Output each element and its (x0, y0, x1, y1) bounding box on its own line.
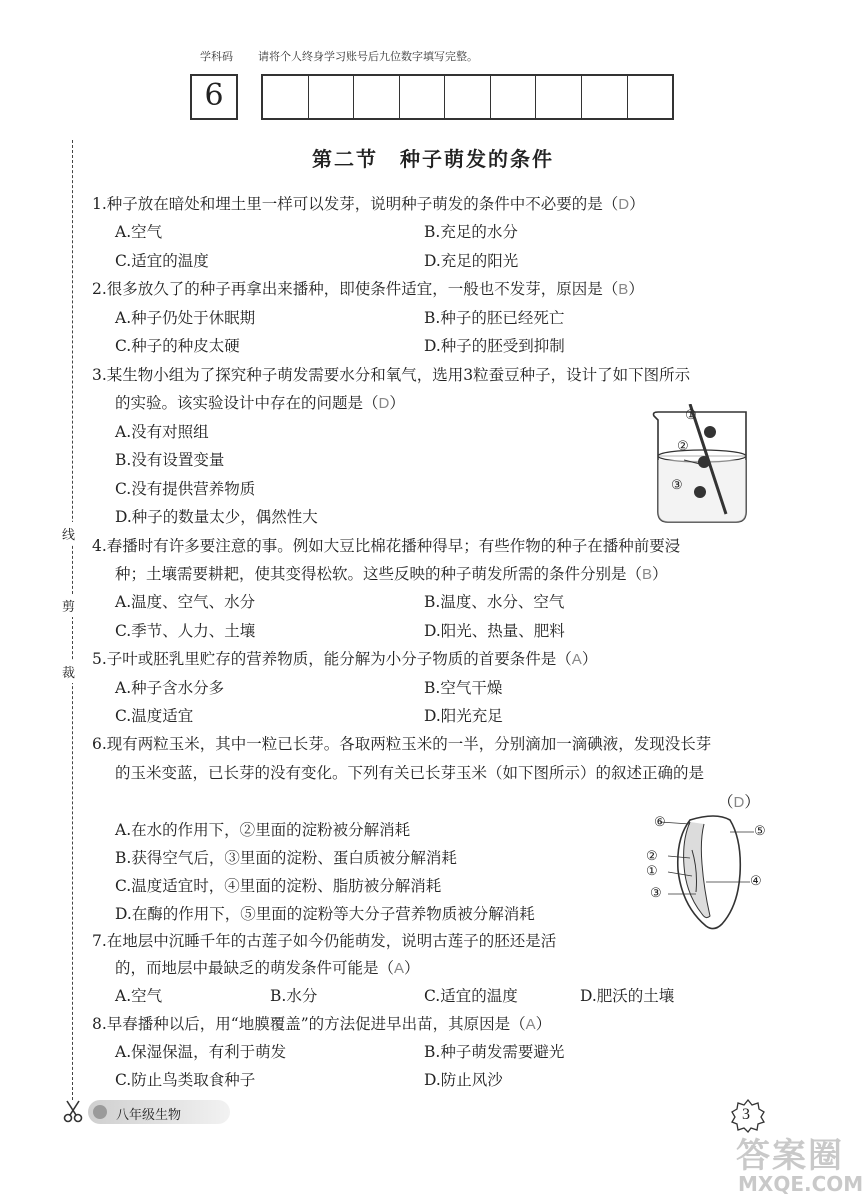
seed-label-4: ④ (750, 874, 762, 889)
question-7-stem-line1: 7.在地层中沉睡千年的古莲子如今仍能萌发，说明古莲子的胚还是活 (92, 932, 557, 950)
option-3d: D.种子的数量太少，偶然性大 (115, 508, 318, 526)
seed-label-5: ⑤ (754, 824, 766, 839)
question-2-stem: 2.很多放久了的种子再拿出来播种，即使条件适宜，一般也不发芽，原因是（B） (92, 280, 644, 298)
answer-1: D (618, 196, 630, 213)
option-8a: A.保湿保温，有利于萌发 (115, 1043, 287, 1061)
option-5c: C.温度适宜 (115, 707, 194, 725)
scissors-icon (60, 1098, 86, 1124)
account-instruction: 请将个人终身学习账号后九位数字填写完整。 (258, 50, 478, 63)
option-7d: D.肥沃的土壤 (580, 987, 675, 1005)
question-4-stem-line2: 种；土壤需要耕耙，使其变得松软。这些反映的种子萌发所需的条件分别是（B） (115, 565, 668, 583)
digit-cell[interactable] (536, 76, 582, 118)
question-7-stem-line2: 的，而地层中最缺乏的萌发条件可能是（A） (115, 959, 420, 977)
option-6a: A.在水的作用下，②里面的淀粉被分解消耗 (115, 821, 411, 839)
subject-code-label: 学科码 (200, 50, 233, 63)
book-icon (92, 1104, 108, 1120)
option-6b: B.获得空气后，③里面的淀粉、蛋白质被分解消耗 (115, 849, 457, 867)
answer-4: B (642, 566, 653, 583)
option-2b: B.种子的胚已经死亡 (424, 309, 565, 327)
option-1a: A.空气 (115, 223, 163, 241)
digit-cell[interactable] (445, 76, 491, 118)
question-8-stem: 8.早春播种以后，用“地膜覆盖”的方法促进早出苗，其原因是（A） (92, 1015, 552, 1033)
watermark-url: MXQE.COM (738, 1172, 863, 1196)
answer-6: D (733, 794, 745, 811)
option-4d: D.阳光、热量、肥料 (424, 622, 565, 640)
page-number: 3 (742, 1106, 750, 1123)
beaker-label-3: ③ (671, 478, 683, 493)
seed-label-1: ① (646, 864, 658, 879)
account-digit-boxes[interactable] (261, 74, 674, 120)
option-3b: B.没有设置变量 (115, 451, 225, 469)
option-2d: D.种子的胚受到抑制 (424, 337, 565, 355)
beaker-figure (648, 404, 758, 528)
cut-line-char: 剪 (62, 594, 75, 617)
question-6-stem-line1: 6.现有两粒玉米，其中一粒已长芽。各取两粒玉米的一半，分别滴加一滴碘液，发现没长芽 (92, 735, 712, 753)
option-2c: C.种子的种皮太硬 (115, 337, 240, 355)
answer-2: B (618, 281, 629, 298)
watermark-logo: 答案圈 (736, 1136, 844, 1176)
option-6d: D.在酶的作用下，⑤里面的淀粉等大分子营养物质被分解消耗 (115, 905, 535, 923)
option-6c: C.温度适宜时，④里面的淀粉、脂肪被分解消耗 (115, 877, 442, 895)
option-5a: A.种子含水分多 (115, 679, 225, 697)
option-3a: A.没有对照组 (115, 423, 209, 441)
subject-code-box: 6 (190, 74, 238, 120)
option-4b: B.温度、水分、空气 (424, 593, 565, 611)
option-5d: D.阳光充足 (424, 707, 503, 725)
seed-label-6: ⑥ (654, 815, 666, 830)
cut-line (72, 140, 73, 1100)
option-1b: B.充足的水分 (424, 223, 518, 241)
option-2a: A.种子仍处于休眠期 (115, 309, 256, 327)
option-1d: D.充足的阳光 (424, 252, 519, 270)
option-1c: C.适宜的温度 (115, 252, 209, 270)
digit-cell[interactable] (400, 76, 446, 118)
question-6-answer: （D） (718, 793, 760, 811)
option-4c: C.季节、人力、土壤 (115, 622, 256, 640)
question-3-stem-line1: 3.某生物小组为了探究种子萌发需要水分和氧气，选用3粒蚕豆种子，设计了如下图所示 (92, 366, 691, 384)
digit-cell[interactable] (354, 76, 400, 118)
seed-label-2: ② (646, 849, 658, 864)
option-5b: B.空气干燥 (424, 679, 503, 697)
digit-cell[interactable] (309, 76, 355, 118)
option-8d: D.防止风沙 (424, 1071, 503, 1089)
option-8b: B.种子萌发需要避光 (424, 1043, 565, 1061)
option-8c: C.防止鸟类取食种子 (115, 1071, 256, 1089)
option-4a: A.温度、空气、水分 (115, 593, 256, 611)
cut-line-char: 线 (62, 522, 75, 545)
digit-cell[interactable] (582, 76, 628, 118)
question-5-stem: 5.子叶或胚乳里贮存的营养物质，能分解为小分子物质的首要条件是（A） (92, 650, 598, 668)
option-7a: A.空气 (115, 987, 163, 1005)
digit-cell[interactable] (263, 76, 309, 118)
cut-line-char: 裁 (62, 660, 75, 683)
beaker-label-1: ① (685, 408, 697, 423)
answer-5: A (571, 651, 582, 668)
question-6-stem-line2: 的玉米变蓝，已长芽的没有变化。下列有关已长芽玉米（如下图所示）的叙述正确的是 (115, 764, 705, 782)
digit-cell[interactable] (491, 76, 537, 118)
question-3-stem-line2: 的实验。该实验设计中存在的问题是（D） (115, 394, 405, 412)
option-3c: C.没有提供营养物质 (115, 480, 256, 498)
option-7c: C.适宜的温度 (424, 987, 518, 1005)
question-4-stem-line1: 4.春播时有许多要注意的事。例如大豆比棉花播种得早；有些作物的种子在播种前要浸 (92, 537, 681, 555)
option-7b: B.水分 (270, 987, 318, 1005)
section-title: 第二节 种子萌发的条件 (312, 147, 554, 171)
beaker-label-2: ② (677, 439, 689, 454)
seed-label-3: ③ (650, 886, 662, 901)
digit-cell[interactable] (628, 76, 673, 118)
question-1-stem: 1.种子放在暗处和埋土里一样可以发芽，说明种子萌发的条件中不必要的是（D） (92, 195, 645, 213)
answer-7: A (394, 960, 405, 977)
answer-3: D (378, 395, 390, 412)
footer-book-title: 八年级生物 (116, 1108, 182, 1123)
answer-8: A (525, 1016, 536, 1033)
